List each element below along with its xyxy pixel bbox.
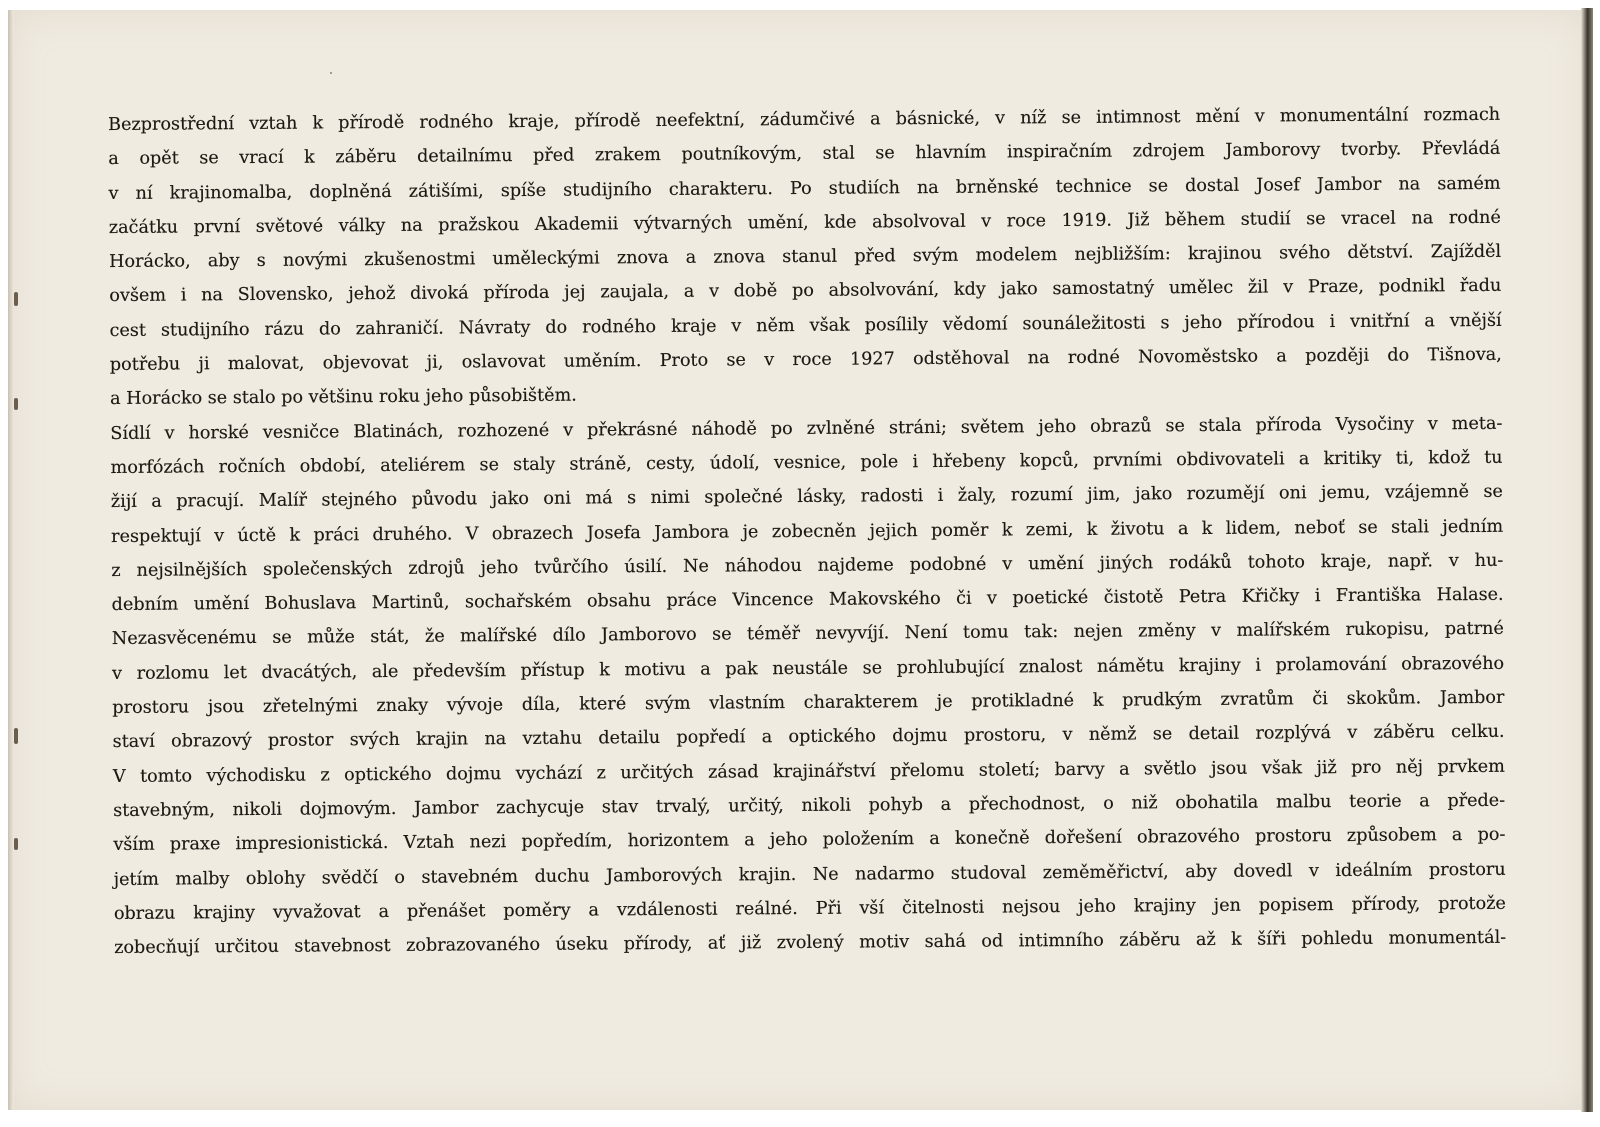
text-line: Horácko, aby s novými zkušenostmi uměleckými znova a znova stanul před svým modelem nejbližším: krajinou svého dětství. Zajížděl <box>109 241 1502 273</box>
text-line: zobecňují určitou stavebnost zobrazovaného úseku přírody, ať již zvolený motiv sahá od intimního záběru až k šíři pohledu monumentál- <box>114 927 1507 959</box>
speck <box>330 72 332 74</box>
paragraph-last-line: a Horácko se stalo po většinu roku jeho působištěm. <box>110 385 577 410</box>
text-line: z nejsilnějších společenských zdrojů jeho tvůrčího úsilí. Ne náhodou najdeme podobné v umění jiných rodáků tohoto kraje, např. v hu- <box>111 550 1504 581</box>
binding-mark <box>14 398 18 410</box>
text-line: prostoru jsou zřetelnými znaky vývoje díla, které svým vlastním charakterem je protikladné k prudkým zvratům či skokům. Jambor <box>112 687 1505 719</box>
text-line: potřebu ji malovat, objevovat ji, oslavovat uměním. Proto se v roce 1927 odstěhoval na rodné Novoměstsko a později do Tišnova, <box>109 344 1502 376</box>
text-line: Sídlí v horské vesničce Blatinách, rozhozené v překrásné náhodě po zvlněné stráni; světem jeho obrazů se stala příroda Vysočiny v meta- <box>110 413 1503 444</box>
text-line: v rozlomu let dvacátých, ale především přístup k motivu a pak neustále se prohlubující znalost námětu krajiny i prolamování obrazového <box>112 653 1505 684</box>
text-line: a opět se vrací k záběru detailnímu před zrakem poutníkovým, stal se hlavním inspiračním zdrojem Jamborovy tvorby. Převládá <box>108 139 1501 170</box>
text-line: Bezprostřední vztah k přírodě rodného kraje, přírodě neefektní, zádumčivé a básnické, v níž se intimnost mění v monumentální rozmach <box>108 104 1501 135</box>
body-text <box>108 98 1506 966</box>
text-line: vším praxe impresionistická. Vztah nezi popředím, horizontem a jeho položením a konečně dořešení obrazového prostoru způsobem a po- <box>113 825 1506 856</box>
binding-mark <box>14 728 18 744</box>
text-line: staví obrazový prostor svých krajin na vztahu detailu popředí a optického dojmu prostoru, v němž se detail rozplývá v záběru celku. <box>112 722 1505 753</box>
text-line: respektují v úctě k práci druhého. V obrazech Josefa Jambora je zobecněn jejich poměr k zemi, k životu a k lidem, neboť se stali jedním <box>111 516 1504 547</box>
text-line: cest studijního rázu do zahraničí. Návraty do rodného kraje v něm však posílily vědomí sounáležitosti s jeho přírodou i vnitřní a vnější <box>109 310 1502 341</box>
right-page-edge <box>1581 8 1593 1112</box>
binding-mark <box>14 292 18 306</box>
text-line: V tomto východisku z optického dojmu vychází z určitých zásad krajinářství přelomu století; barvy a světlo jsou však již pro něj prvkem <box>112 756 1505 787</box>
text-line: začátku první světové války na pražskou Akademii výtvarných umění, kde absolvoval v roce 1919. Již během studií se vracel na rodné <box>108 207 1501 238</box>
text-line: obrazu krajiny vyvažovat a přenášet poměry a vzdálenosti reálné. Při vší čitelnosti nejsou jeho krajiny jen popisem přírody, protože <box>113 893 1506 924</box>
text-line: jetím malby oblohy svědčí o stavebném duchu Jamborových krajin. Ne nadarmo studoval zeměměřictví, aby dovedl v ideálním prostoru <box>113 859 1506 890</box>
text-line: Nezasvěcenému se může stát, že malířské dílo Jamborovo se téměř nevyvíjí. Není tomu tak: nejen změny v malířském rukopisu, patrné <box>111 619 1504 650</box>
text-line: stavebným, nikoli dojmovým. Jambor zachycuje stav trvalý, určitý, nikoli pohyb a přechodnost, o niž obohatila malbu teorie a přede- <box>113 790 1506 821</box>
text-line: ovšem i na Slovensko, jehož divoká příroda jej zaujala, a v době po absolvování, kdy jako samostatný umělec žil v Praze, podnikl řadu <box>109 276 1502 307</box>
text-line: v ní krajinomalba, doplněná zátišími, spíše studijního charakteru. Po studiích na brněnské technice se dostal Josef Jambor na samém <box>108 173 1501 204</box>
text-line: debním umění Bohuslava Martinů, sochařském obsahu práce Vincence Makovského či v poetické čistotě Petra Křičky i Františka Halase. <box>111 584 1504 616</box>
text-line: morfózách ročních období, ateliérem se staly stráně, cesty, údolí, vesnice, pole i hřebeny kopců, prvními obdivovateli a kritiky ti, kdož tu <box>110 447 1503 478</box>
text-line: žijí a pracují. Malíř stejného původu jako oni má s nimi společné lásky, radosti i žaly, rozumí jim, jako rozumějí oni jemu, vzájemně se <box>110 482 1503 513</box>
left-page-edge <box>8 10 14 1110</box>
binding-mark <box>14 838 18 850</box>
